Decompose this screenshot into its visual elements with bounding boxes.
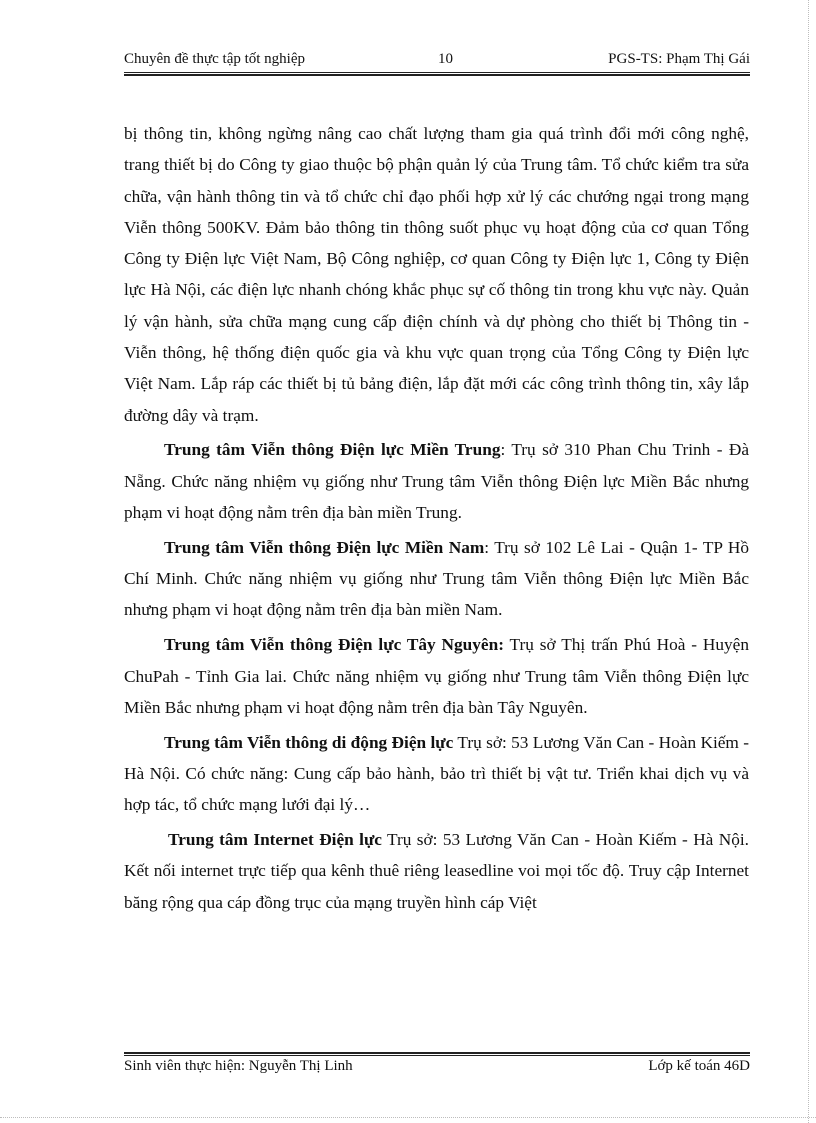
heading-tay-nguyen: Trung tâm Viễn thông Điện lực Tây Nguyên: (164, 635, 504, 655)
heading-internet: Trung tâm Internet Điện lực (168, 830, 382, 850)
paragraph-mien-nam (124, 532, 749, 626)
header-page-number: 10 (438, 51, 453, 67)
paragraph-mien-trung (124, 434, 749, 528)
page-edge-bottom (0, 1117, 816, 1118)
footer-class: Lớp kế toán 46D (648, 1058, 750, 1074)
header-document-title: Chuyên đề thực tập tốt nghiệp (124, 51, 306, 67)
text-di-dong: Trụ sở: 53 Lương Văn Can - Hoàn Kiếm - Hà Nội. Có chức năng: Cung cấp bảo hành, bảo trì thiết bị vật tư. Triển khai dịch vụ và hợp tác, tổ chức mạng lưới đại lý… (124, 732, 749, 815)
text-mien-trung: : Trụ sở 310 Phan Chu Trinh - Đà Nẵng. Chức năng nhiệm vụ giống như Trung tâm Viễn thông Điện lực Miền Bắc nhưng phạm vi hoạt động nằm trên địa bàn miền Trung. (124, 440, 749, 523)
header-divider (124, 72, 750, 76)
page-header (124, 48, 750, 72)
heading-di-dong: Trung tâm Viễn thông di động Điện lực (164, 732, 454, 752)
page-footer (124, 1058, 750, 1080)
heading-mien-trung: Trung tâm Viễn thông Điện lực Miền Trung (164, 440, 501, 460)
heading-mien-nam: Trung tâm Viễn thông Điện lực Miền Nam (164, 537, 485, 557)
document-body (124, 118, 749, 921)
paragraph-continuation: bị thông tin, không ngừng nâng cao chất lượng tham gia quá trình đổi mới công nghệ, trang thiết bị do Công ty giao thuộc bộ phận quản lý của Trung tâm. Tổ chức kiểm tra sửa chữa, vận hành thông tin và tổ chức chỉ đạo phối hợp xử lý các chướng ngại trong mạng Viễn thông 500KV. Đảm bảo thông tin thông suốt phục vụ hoạt động của cơ quan Tổng Công ty Điện lực Việt Nam, Bộ Công nghiệp, cơ quan Công ty Điện lực 1, Công ty Điện lực Hà Nội, các điện lực nhanh chóng khắc phục sự cố thông tin trong khu vực này. Quản lý vận hành, sửa chữa mạng cung cấp điện chính và dự phòng cho thiết bị Thông tin - Viễn thông, hệ thống điện quốc gia và khu vực quan trọng của Tổng Công ty Điện lực Việt Nam. Lắp ráp các thiết bị tủ bảng điện, lắp đặt mới các công trình thông tin, xây lắp đường dây và trạm. (124, 124, 749, 425)
text-tay-nguyen: Trụ sở Thị trấn Phú Hoà - Huyện ChuPah - Tỉnh Gia lai. Chức năng nhiệm vụ giống như Trung tâm Viễn thông Điện lực Miền Bắc nhưng phạm vi hoạt động nằm trên địa bàn Tây Nguyên. (124, 635, 749, 717)
text-mien-nam: : Trụ sở 102 Lê Lai - Quận 1- TP Hồ Chí Minh. Chức năng nhiệm vụ giống như Trung tâm Viễn thông Điện lực Miền Bắc nhưng phạm vi hoạt động nằm trên địa bàn miền Nam. (124, 537, 749, 620)
page-edge-right (808, 0, 809, 1123)
paragraph-internet (124, 824, 749, 918)
footer-divider (124, 1052, 750, 1056)
footer-student: Sinh viên thực hiện: Nguyễn Thị Linh (124, 1058, 353, 1074)
paragraph-tay-nguyen (124, 629, 749, 723)
paragraph-di-dong (124, 727, 749, 821)
text-internet: Trụ sở: 53 Lương Văn Can - Hoàn Kiếm - Hà Nội. Kết nối internet trực tiếp qua kênh thuê riêng leasedline voi mọi tốc độ. Truy cập Internet băng rộng qua cáp đồng trục của mạng truyền hình cáp Việt (124, 830, 749, 912)
header-supervisor: PGS-TS: Phạm Thị Gái (608, 51, 750, 67)
